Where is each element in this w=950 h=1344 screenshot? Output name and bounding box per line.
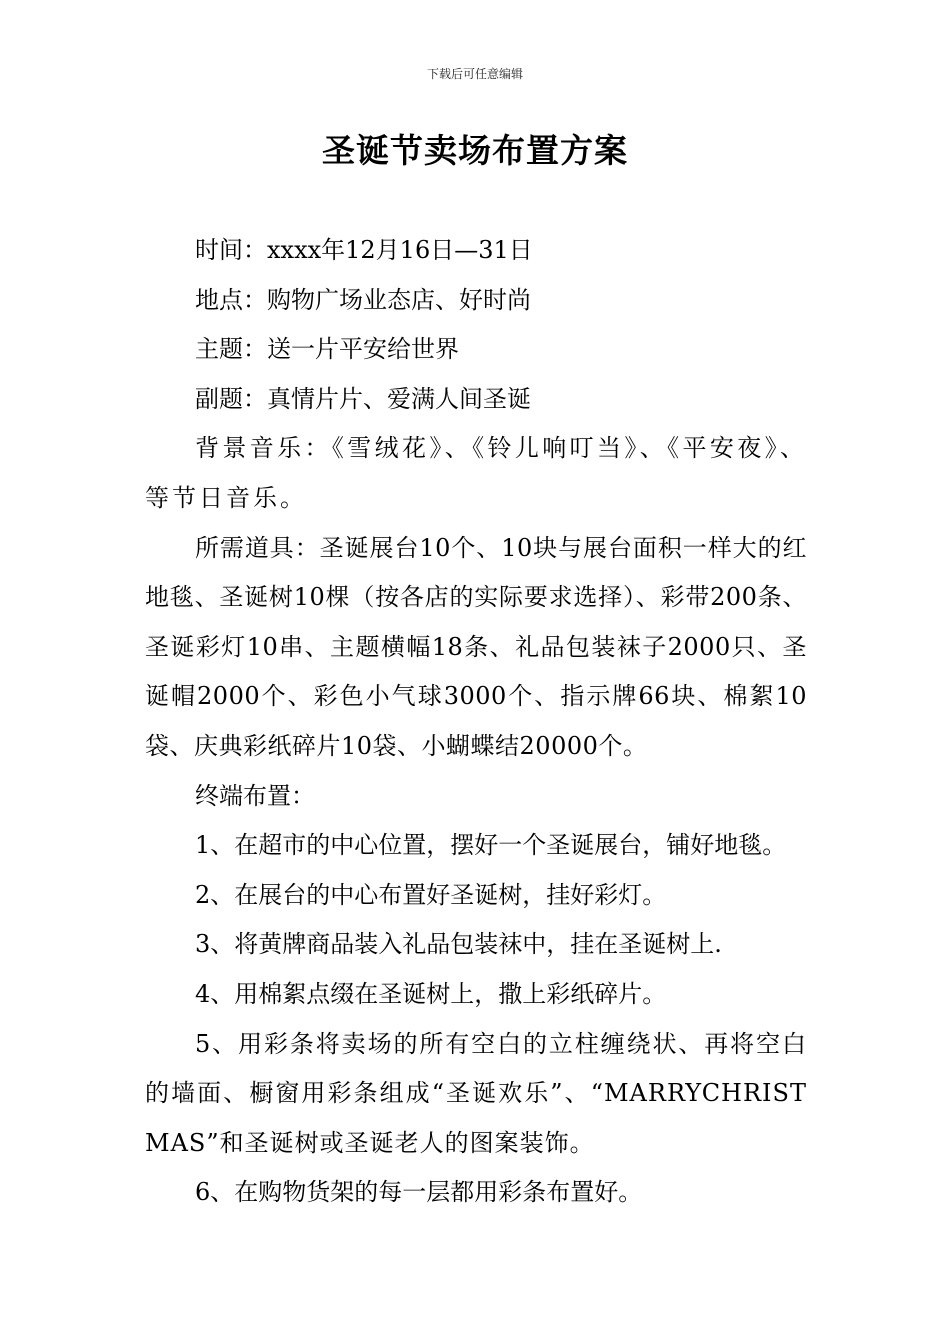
paragraph-background-music: 背景音乐：《雪绒花》、《铃儿响叮当》、《平安夜》、等节日音乐。: [145, 434, 807, 512]
paragraph-step-6: 6、在购物货架的每一层都用彩条布置好。: [195, 1178, 643, 1207]
paragraph-step-5: 5、用彩条将卖场的所有空白的立柱缠绕状、再将空白的墙面、橱窗用彩条组成“圣诞欢乐”、“MARRYCHRISTMAS”和圣诞树或圣诞老人的图案装饰。: [145, 1029, 807, 1157]
paragraph-step-2: 2、在展台的中心布置好圣诞树，挂好彩灯。: [195, 880, 667, 909]
paragraph-props: 所需道具：圣诞展台10个、10块与展台面积一样大的红地毯、圣诞树10棵（按各店的实际要求选择）、彩带200条、圣诞彩灯10串、主题横幅18条、礼品包装袜子2000只、圣诞帽2000个、彩色小气球3000个、指示牌66块、棉絮10袋、庆典彩纸碎片10袋、小蝴蝶结20000个。: [145, 533, 807, 760]
paragraph-step-3: 3、将黄牌商品装入礼品包装袜中，挂在圣诞树上.: [195, 930, 722, 959]
paragraph-subtheme: 副题：真情片片、爱满人间圣诞: [195, 384, 531, 413]
paragraph-step-4: 4、用棉絮点缀在圣诞树上，撒上彩纸碎片。: [195, 979, 667, 1008]
document-title: 圣诞节卖场布置方案: [322, 131, 628, 170]
header-note: 下载后可任意编辑: [426, 67, 523, 81]
paragraph-step-1: 1、在超市的中心位置，摆好一个圣诞展台，铺好地毯。: [195, 831, 787, 860]
paragraph-location: 地点：购物广场业态店、好时尚: [195, 285, 531, 314]
document-body: [145, 226, 807, 1218]
paragraph-time: 时间：xxxx年12月16日—31日: [195, 236, 533, 264]
paragraph-terminal-layout: 终端布置：: [195, 781, 315, 810]
paragraph-theme: 主题：送一片平安给世界: [195, 335, 459, 364]
